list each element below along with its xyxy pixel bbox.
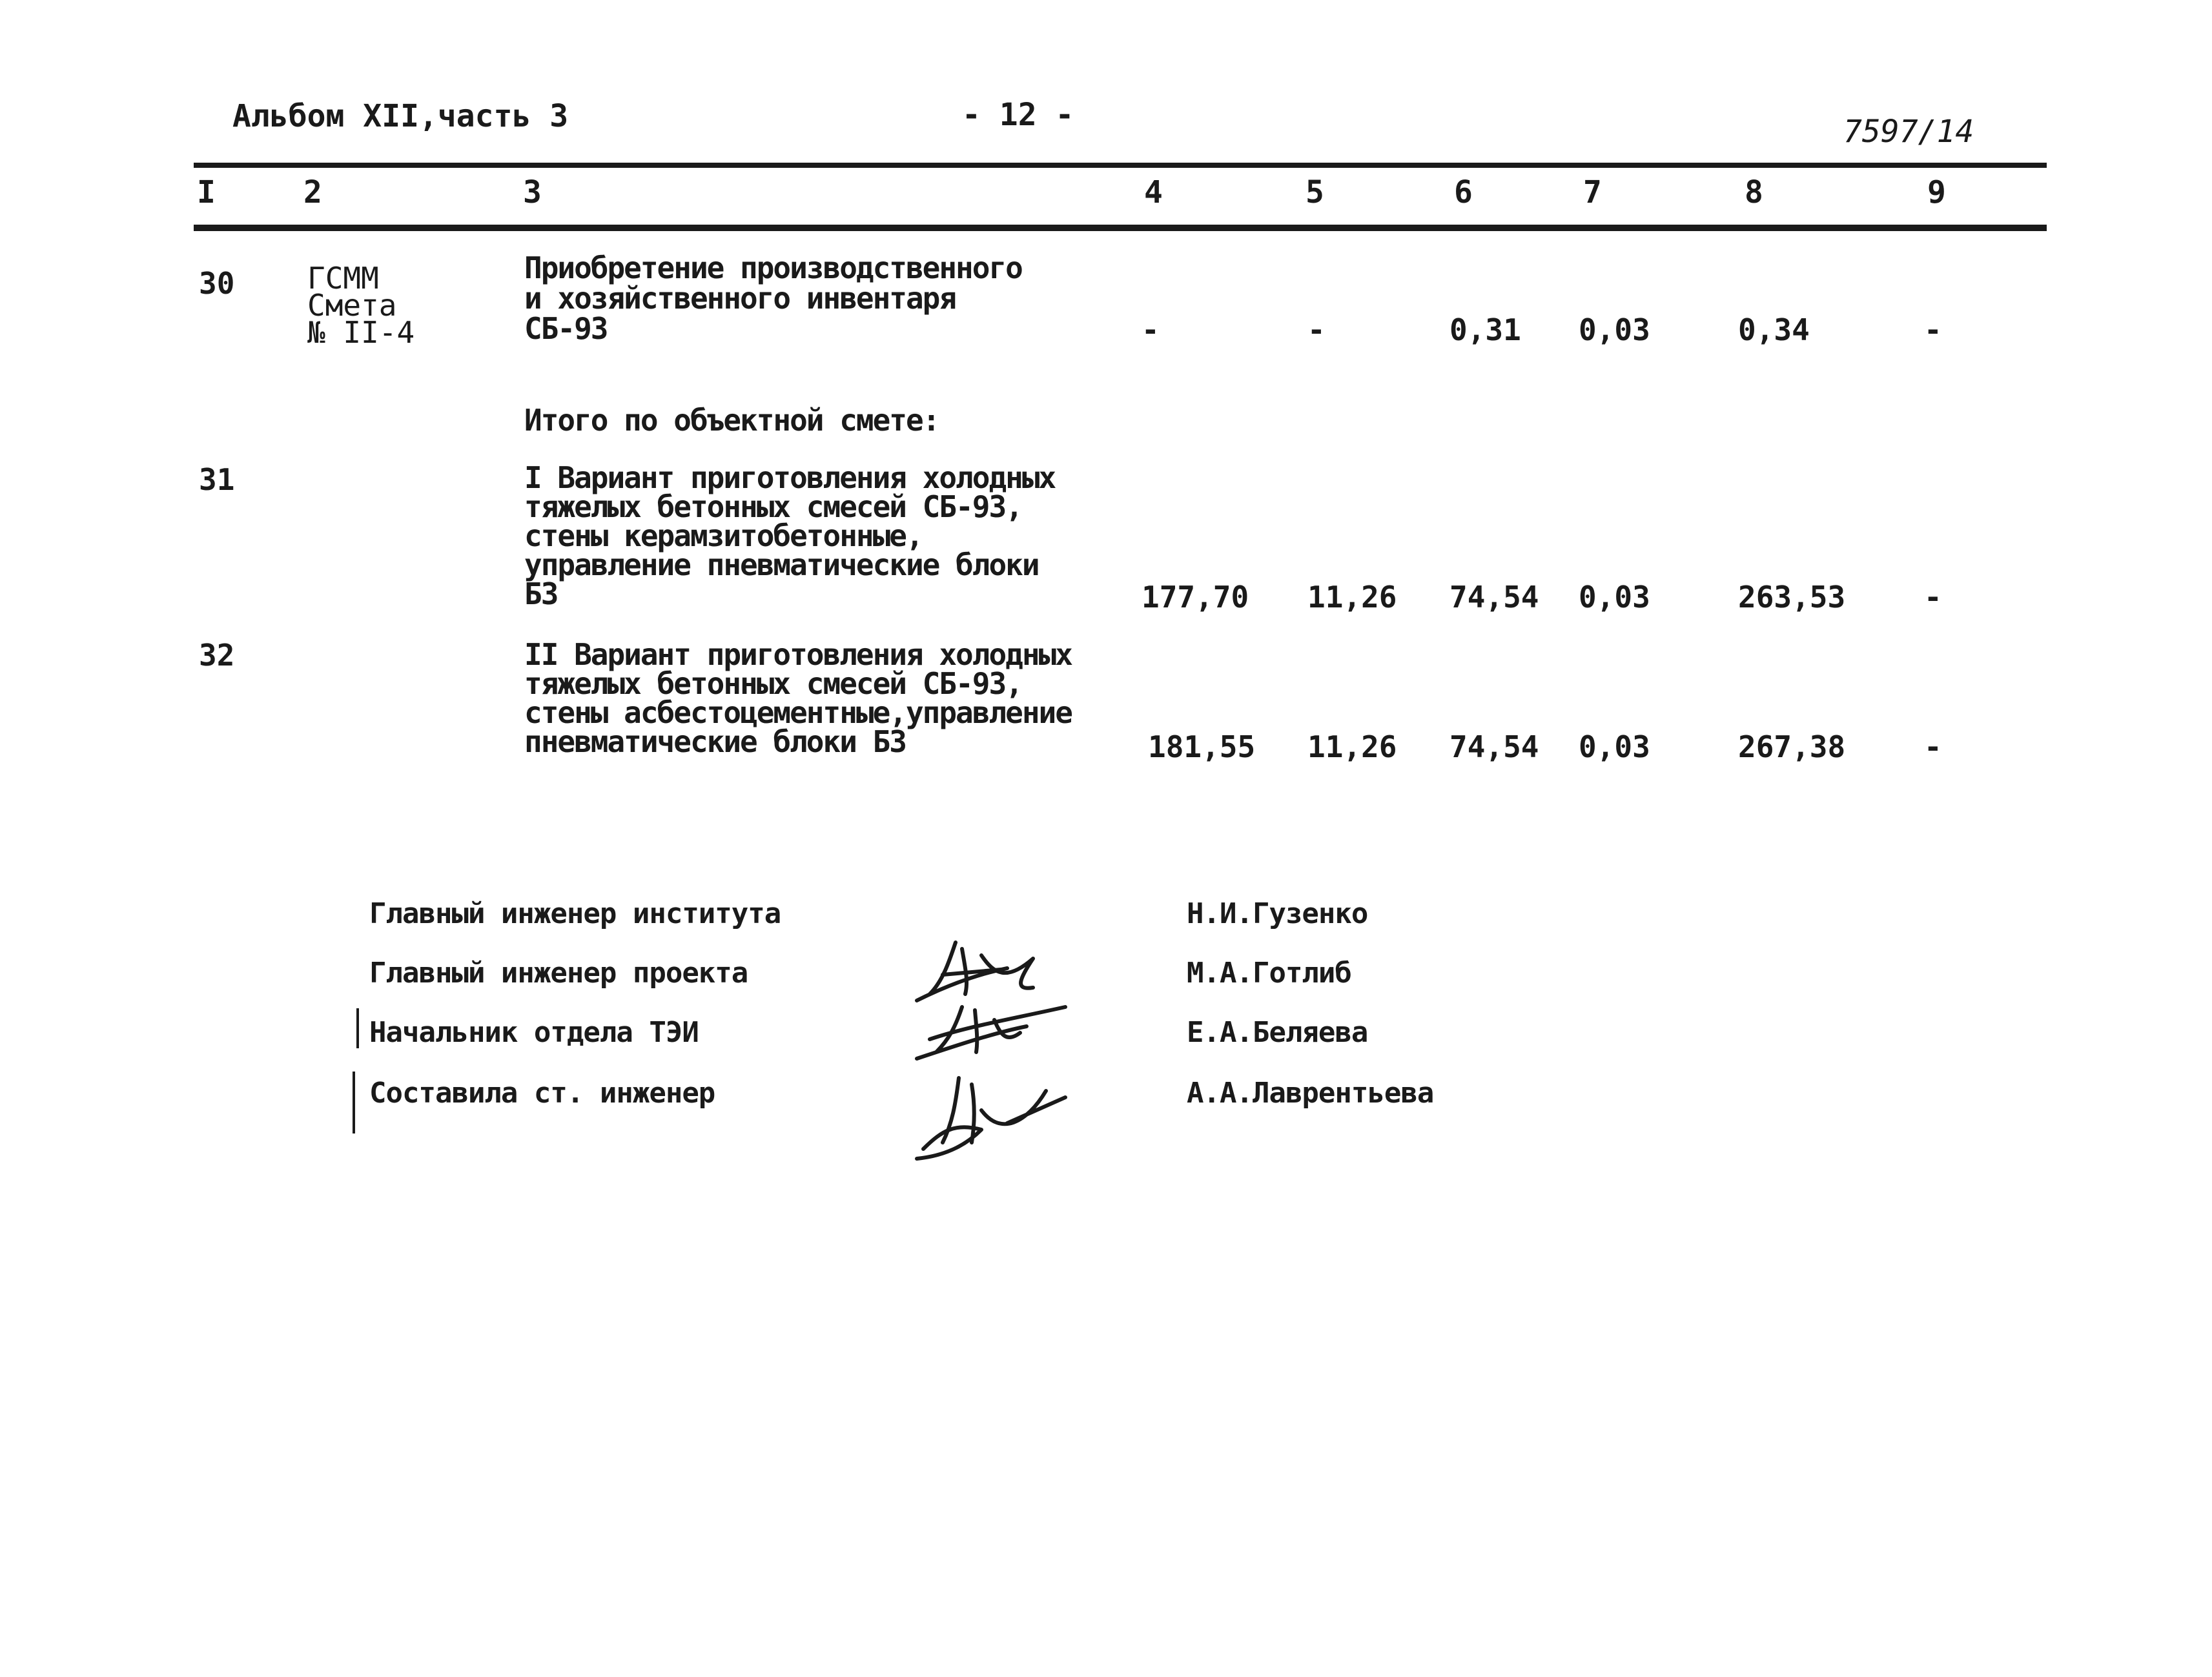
row-number: 32 — [199, 638, 235, 673]
description-line: управление пневматические блоки — [524, 547, 1039, 582]
column-header-6: 6 — [1454, 174, 1473, 210]
signatory-name: Е.А.Беляева — [1187, 1016, 1368, 1049]
cell-col-9: - — [1924, 580, 1942, 615]
cell-col-5: - — [1307, 312, 1326, 347]
estimate-code — [307, 261, 415, 350]
cell-col-6: 0,31 — [1449, 312, 1521, 347]
description-line: тяжелых бетонных смесей СБ-93, — [524, 489, 1022, 524]
cell-col-5: 11,26 — [1307, 729, 1397, 764]
cell-col-7: 0,03 — [1579, 580, 1650, 615]
cell-col-8: 0,34 — [1738, 312, 1810, 347]
description-line: СБ-93 — [524, 311, 608, 346]
estimate-code-line: № II-4 — [307, 315, 415, 350]
margin-mark — [356, 1008, 359, 1048]
handwritten-signature-image — [904, 930, 1117, 1175]
cell-col-7: 0,03 — [1579, 729, 1650, 764]
description-line: стены асбестоцементные,управление — [524, 695, 1072, 730]
signatory-name: А.А.Лаврентьева — [1187, 1077, 1434, 1110]
column-header-9: 9 — [1927, 174, 1946, 210]
cell-col-8: 263,53 — [1738, 580, 1846, 615]
column-header-3: 3 — [523, 174, 542, 210]
signatory-role: Составила ст. инженер — [369, 1077, 715, 1110]
description-line: II Вариант приготовления холодных — [524, 637, 1072, 672]
subtotal-label: Итого по объектной смете: — [524, 403, 939, 438]
cell-col-6: 74,54 — [1449, 580, 1539, 615]
cell-col-9: - — [1924, 312, 1942, 347]
row-description — [524, 637, 1072, 759]
column-header-4: 4 — [1144, 174, 1163, 210]
cell-col-4: - — [1142, 312, 1160, 347]
row-description — [524, 250, 1022, 346]
header-bottom-rule — [194, 225, 2047, 231]
description-line: тяжелых бетонных смесей СБ-93, — [524, 666, 1022, 701]
description-line: БЗ — [524, 576, 558, 611]
column-header-8: 8 — [1745, 174, 1763, 210]
column-header-2: 2 — [303, 174, 322, 210]
cell-col-4: 181,55 — [1148, 729, 1256, 764]
column-header-7: 7 — [1583, 174, 1602, 210]
signatory-role: Главный инженер института — [369, 897, 781, 930]
header-top-rule — [194, 163, 2047, 168]
row-number: 30 — [199, 266, 235, 301]
cell-col-9: - — [1924, 729, 1942, 764]
album-title: Альбом XII,часть 3 — [232, 98, 569, 134]
description-line: I Вариант приготовления холодных — [524, 460, 1056, 495]
signatory-role: Начальник отдела ТЭИ — [369, 1016, 699, 1049]
description-line: Приобретение производственного — [524, 250, 1022, 285]
row-number: 31 — [199, 462, 235, 497]
signatory-name: М.А.Готлиб — [1187, 957, 1351, 990]
cell-col-6: 74,54 — [1449, 729, 1539, 764]
estimate-code-line: ГСММ — [307, 261, 379, 296]
cell-col-4: 177,70 — [1142, 580, 1249, 615]
column-header-5: 5 — [1306, 174, 1324, 210]
document-ref-number: 7597/14 — [1843, 114, 1974, 150]
signatory-role: Главный инженер проекта — [369, 957, 748, 990]
description-line: стены керамзитобетонные, — [524, 518, 923, 553]
cell-col-8: 267,38 — [1738, 729, 1846, 764]
row-description — [524, 460, 1056, 611]
description-line: пневматические блоки БЗ — [524, 724, 906, 759]
cell-col-5: 11,26 — [1307, 580, 1397, 615]
estimate-code-line: Смета — [307, 288, 397, 323]
description-line: и хозяйственного инвентаря — [524, 281, 956, 316]
signatory-name: Н.И.Гузенко — [1187, 897, 1368, 930]
column-header-1: I — [197, 174, 216, 210]
margin-mark — [353, 1072, 355, 1133]
cell-col-7: 0,03 — [1579, 312, 1650, 347]
page-number: - 12 - — [962, 97, 1074, 133]
